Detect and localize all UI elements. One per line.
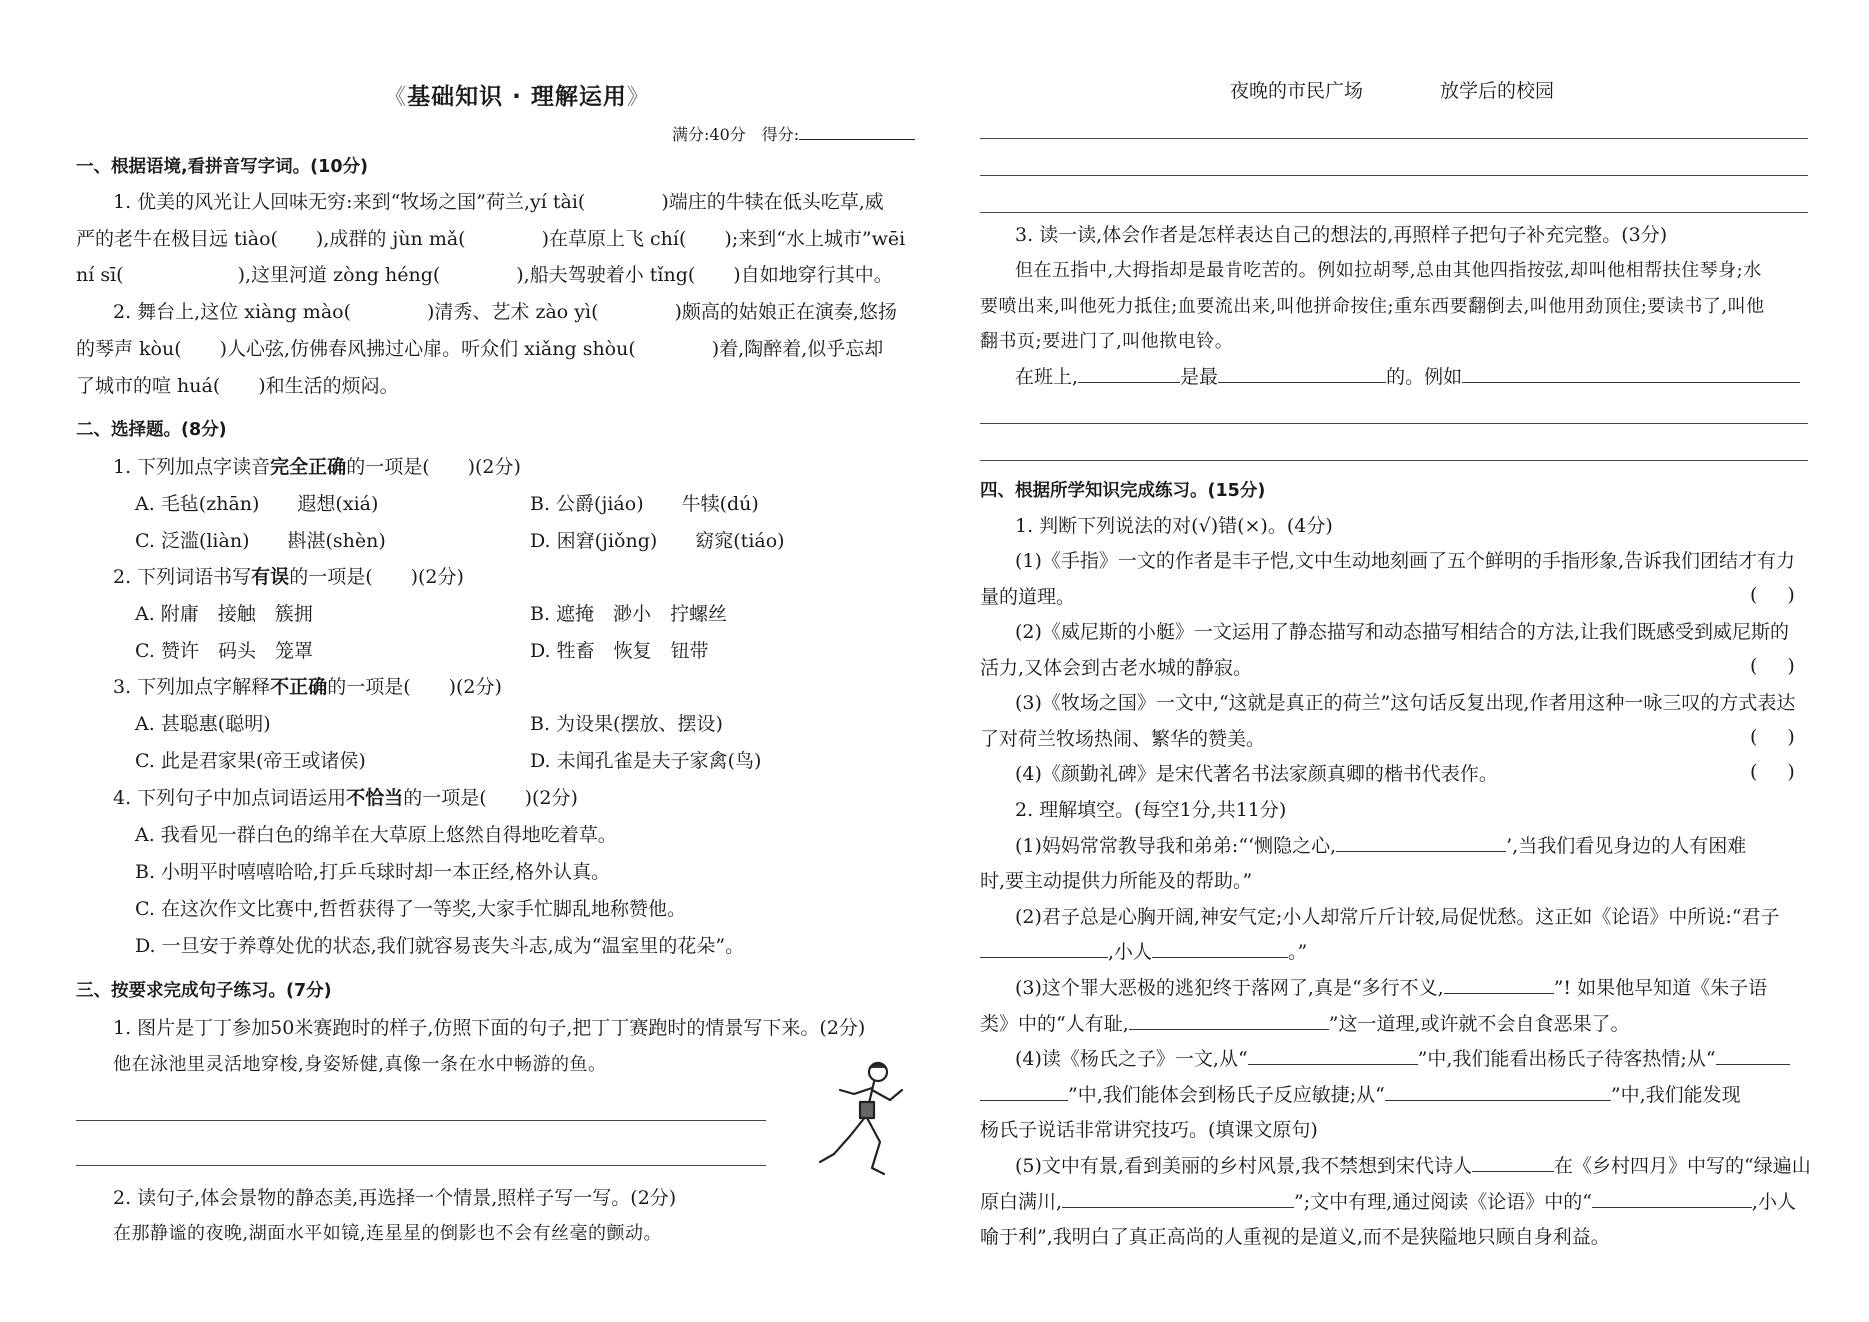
fill-blank[interactable] [1062, 1189, 1294, 1208]
fill-item-1-line-1: (1)妈妈常常教导我和弟弟:“‘恻隐之心, ’,当我们看见身边的人有困难 [1015, 835, 1747, 857]
fill-blank[interactable] [1152, 939, 1288, 958]
choice-q2-stem: 2. 下列词语书写有误的一项是( )(2分) [113, 566, 464, 588]
fill-item-4-line-1: (4)读《杨氏之子》一文,从“ ”中,我们能看出杨氏子待客热情;从“ [1015, 1046, 1790, 1072]
fill-blank[interactable] [1248, 1046, 1418, 1065]
choice-q1-option-a[interactable]: A. 毛毡(zhān) 遐想(xiá) [135, 493, 379, 515]
judge-answer-box[interactable]: () [1750, 761, 1825, 783]
choice-q2-option-a[interactable]: A. 附庸 接触 簇拥 [135, 603, 313, 625]
q1-line-6: 了城市的喧 huá( )和生活的烦闷。 [76, 375, 399, 397]
fill-item-4-line-3: 杨氏子说话非常讲究技巧。(填课文原句) [980, 1119, 1318, 1141]
fill-blank[interactable] [1336, 833, 1506, 852]
judge-answer-box[interactable]: () [1750, 655, 1825, 677]
q1-line-1: 1. 优美的风光让人回味无穷:来到“牧场之国”荷兰,yí tài( )端庄的牛犊在低头吃草,威 [113, 191, 884, 213]
choice-q2-option-b[interactable]: B. 遮掩 渺小 拧螺丝 [530, 603, 728, 625]
score-blank[interactable] [799, 125, 915, 140]
choice-q3-option-c[interactable]: C. 此是君家果(帝王或诸侯) [135, 750, 366, 772]
judge-item-3-line-2: 了对荷兰牧场热闹、繁华的赞美。 [980, 728, 1266, 750]
fill-item-3-line-2: 类》中的“人有耻, ”这一道理,或许就不会自食恶果了。 [980, 1013, 1630, 1035]
fill-blank[interactable] [1462, 364, 1800, 383]
fill-item-5-line-1: (5)文中有景,看到美丽的乡村风景,我不禁想到宋代诗人 在《乡村四月》中写的“绿遍山 [1015, 1155, 1811, 1177]
fill-item-2-line-1: (2)君子总是心胸开阔,神安气定;小人却常斤斤计较,局促忧愁。这正如《论语》中所说:“君子 [1015, 906, 1780, 928]
sentence-q3-prompt: 3. 读一读,体会作者是怎样表达自己的想法的,再照样子把句子补充完整。(3分) [1015, 224, 1668, 246]
choice-q4-stem: 4. 下列句子中加点词语运用不恰当的一项是( )(2分) [113, 787, 578, 809]
fill-blank[interactable] [1129, 1011, 1329, 1030]
sentence-q3-passage-1: 但在五指中,大拇指却是最肯吃苦的。例如拉胡琴,总由其他四指按弦,却叫他相帮扶住琴身;水 [1015, 260, 1762, 281]
section-1-heading: 一、根据语境,看拼音写字词。(10分) [76, 157, 368, 177]
judge-answer-box[interactable]: () [1750, 726, 1825, 748]
answer-line[interactable] [76, 1120, 766, 1121]
sentence-q3-passage-2: 要喷出来,叫他死力抵住;血要流出来,叫他拼命按住;重东西要翻倒去,叫他用劲顶住;要读书了,叫他 [980, 296, 1765, 317]
answer-line[interactable] [76, 1165, 766, 1166]
choice-q2-option-d[interactable]: D. 牲畜 恢复 钮带 [530, 640, 709, 662]
scene-option-1: 夜晚的市民广场 [1230, 80, 1364, 102]
section-title [352, 78, 682, 111]
answer-line[interactable] [980, 138, 1808, 139]
sentence-q1-example: 他在泳池里灵活地穿梭,身姿矫健,真像一条在水中畅游的鱼。 [113, 1054, 607, 1075]
title-text: 基础知识 · 理解运用 [407, 84, 627, 110]
fill-blank[interactable] [1078, 364, 1180, 383]
q1-line-5: 的琴声 kòu( )人心弦,仿佛春风拂过心扉。听众们 xiǎng shòu( )着,陶醉着,似乎忘却 [76, 338, 884, 360]
judge-item-3-line-1: (3)《牧场之国》一文中,“这就是真正的荷兰”这句话反复出现,作者用这种一咏三叹的方式表达 [1015, 692, 1796, 714]
judge-item-2-line-1: (2)《威尼斯的小艇》一文运用了静态描写和动态描写相结合的方法,让我们既感受到威尼斯的 [1015, 621, 1789, 643]
sentence-q2-example: 在那静谧的夜晚,湖面水平如镜,连星星的倒影也不会有丝毫的颤动。 [113, 1223, 662, 1244]
choice-q3-option-b[interactable]: B. 为设果(摆放、摆设) [530, 713, 723, 735]
fill-item-5-line-3: 喻于利”,我明白了真正高尚的人重视的是道义,而不是狭隘地只顾自身利益。 [980, 1226, 1610, 1248]
judge-prompt: 1. 判断下列说法的对(√)错(×)。(4分) [1015, 515, 1333, 537]
answer-line[interactable] [980, 423, 1808, 424]
fill-blank[interactable] [980, 1082, 1068, 1101]
fill-blank[interactable] [980, 939, 1108, 958]
scene-option-2: 放学后的校园 [1440, 80, 1555, 102]
choice-q1-stem: 1. 下列加点字读音完全正确的一项是( )(2分) [113, 456, 521, 478]
title-ornament-right: 》 [626, 85, 650, 110]
fill-item-3-line-1: (3)这个罪大恶极的逃犯终于落网了,真是“多行不义, ”! 如果他早知道《朱子语 [1015, 977, 1768, 999]
score-label: 满分:40分 得分: [672, 125, 800, 144]
judge-item-4: (4)《颜勤礼碑》是宋代著名书法家颜真卿的楷书代表作。 [1015, 763, 1498, 785]
judge-item-2-line-2: 活力,又体会到古老水城的静寂。 [980, 657, 1253, 679]
answer-line[interactable] [980, 175, 1808, 176]
sentence-q1-prompt: 1. 图片是丁丁参加50米赛跑时的样子,仿照下面的句子,把丁丁赛跑时的情景写下来。(2分) [113, 1017, 866, 1039]
title-ornament-left: 《 [384, 85, 408, 110]
answer-line[interactable] [980, 460, 1808, 461]
fill-item-5-line-2: 原白满川, ”;文中有理,通过阅读《论语》中的“ ,小人 [980, 1191, 1796, 1213]
choice-q1-option-c[interactable]: C. 泛滥(liàn) 斟湛(shèn) [135, 530, 386, 552]
judge-item-1-line-2: 量的道理。 [980, 586, 1076, 608]
choice-q4-option-a[interactable]: A. 我看见一群白色的绵羊在大草原上悠然自得地吃着草。 [135, 824, 617, 846]
q1-line-3: ní sī( ),这里河道 zòng héng( ),船夫驾驶着小 tǐng( )自如地穿行其中。 [76, 264, 893, 286]
q1-line-2: 严的老牛在极目远 tiào( ),成群的 jùn mǎ( )在草原上飞 chí( );来到“水上城市”wēi [76, 228, 906, 250]
section-4-heading: 四、根据所学知识完成练习。(15分) [980, 481, 1266, 501]
section-3-heading: 三、按要求完成句子练习。(7分) [76, 981, 332, 1001]
answer-line[interactable] [980, 212, 1808, 213]
sentence-q3-passage-3: 翻书页;要进门了,叫他揿电铃。 [980, 331, 1234, 352]
fill-prompt: 2. 理解填空。(每空1分,共11分) [1015, 799, 1287, 821]
fill-blank[interactable] [1444, 975, 1554, 994]
fill-blank[interactable] [1385, 1082, 1611, 1101]
fill-item-1-line-2: 时,要主动提供力所能及的帮助。” [980, 870, 1253, 892]
choice-q3-option-a[interactable]: A. 甚聪惠(聪明) [135, 713, 271, 735]
score-box [672, 122, 915, 145]
section-2-heading: 二、选择题。(8分) [76, 420, 227, 440]
fill-blank[interactable] [1716, 1046, 1790, 1065]
runner-illustration [810, 1058, 920, 1183]
fill-blank[interactable] [1472, 1153, 1554, 1172]
choice-q3-option-d[interactable]: D. 未闻孔雀是夫子家禽(鸟) [530, 750, 762, 772]
choice-q4-option-b[interactable]: B. 小明平时嘻嘻哈哈,打乒乓球时却一本正经,格外认真。 [135, 861, 611, 883]
choice-q2-option-c[interactable]: C. 赞许 码头 笼罩 [135, 640, 313, 662]
fill-item-2-line-2: ,小人 。” [980, 939, 1307, 965]
choice-q1-option-b[interactable]: B. 公爵(jiáo) 牛犊(dú) [530, 493, 759, 515]
judge-answer-box[interactable]: () [1750, 584, 1825, 606]
fill-item-4-line-2: ”中,我们能体会到杨氏子反应敏捷;从“ ”中,我们能发现 [980, 1082, 1741, 1108]
fill-blank[interactable] [1218, 364, 1386, 383]
judge-item-1-line-1: (1)《手指》一文的作者是丰子恺,文中生动地刻画了五个鲜明的手指形象,告诉我们团结才有力 [1015, 550, 1795, 572]
sentence-q3-fill: 在班上, 是最 的。例如 [1015, 364, 1800, 390]
choice-q4-option-c[interactable]: C. 在这次作文比赛中,哲哲获得了一等奖,大家手忙脚乱地称赞他。 [135, 898, 687, 920]
sentence-q2-prompt: 2. 读句子,体会景物的静态美,再选择一个情景,照样子写一写。(2分) [113, 1187, 677, 1209]
choice-q3-stem: 3. 下列加点字解释不正确的一项是( )(2分) [113, 676, 502, 698]
choice-q4-option-d[interactable]: D. 一旦安于养尊处优的状态,我们就容易丧失斗志,成为“温室里的花朵”。 [135, 935, 745, 957]
fill-blank[interactable] [1592, 1189, 1752, 1208]
q1-line-4: 2. 舞台上,这位 xiàng mào( )清秀、艺术 zào yì( )颇高的姑娘正在演奏,悠扬 [113, 301, 897, 323]
choice-q1-option-d[interactable]: D. 困窘(jiǒng) 窈窕(tiáo) [530, 530, 785, 552]
